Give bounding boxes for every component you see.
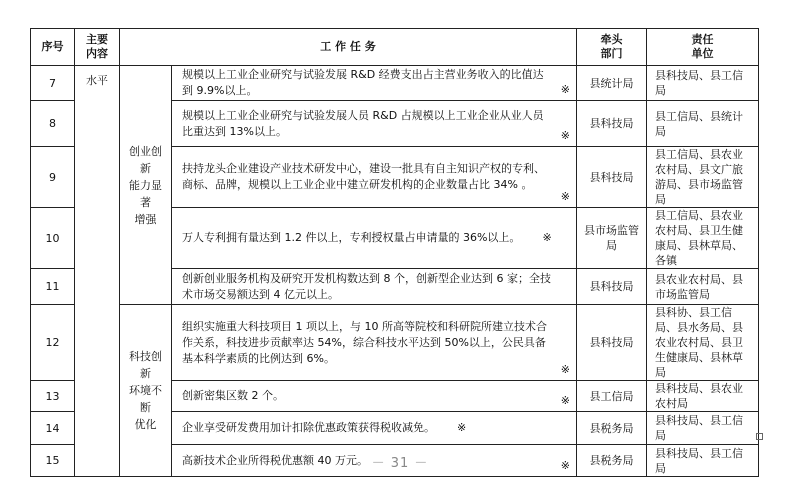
lead-dept-cell: 县科技局 <box>577 147 647 208</box>
row-no: 12 <box>31 305 75 381</box>
lead-dept-cell: 县科技局 <box>577 269 647 305</box>
lead-dept-cell: 县税务局 <box>577 412 647 445</box>
responsible-unit-cell: 县农业农村局、县市场监管局 <box>647 269 759 305</box>
lead-dept-cell: 县统计局 <box>577 66 647 101</box>
row-no: 8 <box>31 101 75 147</box>
responsible-unit-cell: 县科技局、县工信局 <box>647 66 759 101</box>
task-text: 组织实施重大科技项目 1 项以上，与 10 所高等院校和科研院所建立技术合作关系，科技进步贡献率达 54%，综合科技水平达到 50%以上，公民具备基本科学素质的比例达到 6%。 <box>182 319 547 365</box>
lead-dept-cell: 县税务局 <box>577 445 647 477</box>
task-cell <box>172 208 577 269</box>
task-cell <box>172 269 577 305</box>
note-mark: ※ <box>560 190 570 203</box>
main-content-cell: 水平 <box>75 66 120 477</box>
responsible-unit-cell: 县科技局、县工信局 <box>647 412 759 445</box>
header-task: 工 作 任 务 <box>120 29 577 66</box>
row-no: 11 <box>31 269 75 305</box>
row-no: 15 <box>31 445 75 477</box>
category-cell: 创业创新 能力显著 增强 <box>120 66 172 305</box>
note-mark: ※ <box>560 394 570 407</box>
responsible-unit-cell: 县科技局、县农业农村局 <box>647 381 759 412</box>
header-no: 序号 <box>31 29 75 66</box>
responsible-unit-cell: 县工信局、县统计局 <box>647 101 759 147</box>
lead-dept-cell: 县市场监管局 <box>577 208 647 269</box>
table-row <box>31 66 759 101</box>
task-cell <box>172 66 577 101</box>
row-no: 9 <box>31 147 75 208</box>
header-main-content: 主要 内容 <box>75 29 120 66</box>
row-no: 14 <box>31 412 75 445</box>
task-text: 规模以上工业企业研究与试验发展人员 R&D 占规模以上工业企业从业人员比重达到 13%以上。 <box>182 108 544 138</box>
table-row <box>31 305 759 381</box>
header-lead-dept: 牵头 部门 <box>577 29 647 66</box>
task-cell <box>172 412 577 445</box>
note-mark: ※ <box>560 363 570 376</box>
responsible-unit-cell: 县科协、县工信局、县水务局、县农业农村局、县卫生健康局、县林草局 <box>647 305 759 381</box>
note-mark: ※ <box>560 83 570 96</box>
task-cell <box>172 147 577 208</box>
row-no: 13 <box>31 381 75 412</box>
responsible-unit-cell: 县科技局、县工信局 <box>647 445 759 477</box>
note-mark: ※ <box>457 421 467 434</box>
lead-dept-cell: 县科技局 <box>577 305 647 381</box>
table-header-row <box>31 29 759 66</box>
row-no: 7 <box>31 66 75 101</box>
category-cell: 科技创新 环境不断 优化 <box>120 305 172 477</box>
task-text: 创新创业服务机构及研究开发机构数达到 8 个，创新型企业达到 6 家；全技术市场交易额达到 4 亿元以上。 <box>182 271 551 301</box>
responsible-unit-cell: 县工信局、县农业农村局、县文广旅游局、县市场监管局 <box>647 147 759 208</box>
task-cell <box>172 305 577 381</box>
page-number: － 31 － <box>371 456 429 471</box>
task-text: 创新密集区数 2 个。 <box>182 389 284 402</box>
lead-dept-cell: 县工信局 <box>577 381 647 412</box>
task-text: 高新技术企业所得税优惠额 40 万元。 <box>182 453 368 467</box>
task-text: 企业享受研发费用加计扣除优惠政策获得税收减免。 <box>182 421 435 434</box>
task-cell <box>172 381 577 412</box>
task-table <box>30 28 759 477</box>
lead-dept-cell: 县科技局 <box>577 101 647 147</box>
table-end-marker <box>756 433 763 440</box>
row-no: 10 <box>31 208 75 269</box>
task-text: 扶持龙头企业建设产业技术研发中心，建设一批具有自主知识产权的专利、商标、品牌，规模以上工业企业中建立研发机构的企业数量占比 34% 。 <box>182 162 545 191</box>
header-responsible-unit: 责任 单位 <box>647 29 759 66</box>
responsible-unit-cell: 县工信局、县农业农村局、县卫生健康局、县林草局、各镇 <box>647 208 759 269</box>
note-mark: ※ <box>542 231 552 244</box>
task-text: 万人专利拥有量达到 1.2 件以上，专利授权量占申请量的 36%以上。 <box>182 231 521 244</box>
note-mark: ※ <box>560 129 570 142</box>
task-cell <box>172 101 577 147</box>
note-mark: ※ <box>560 459 570 472</box>
task-text: 规模以上工业企业研究与试验发展 R&D 经费支出占主营业务收入的比值达到 9.9%以上。 <box>182 68 544 97</box>
